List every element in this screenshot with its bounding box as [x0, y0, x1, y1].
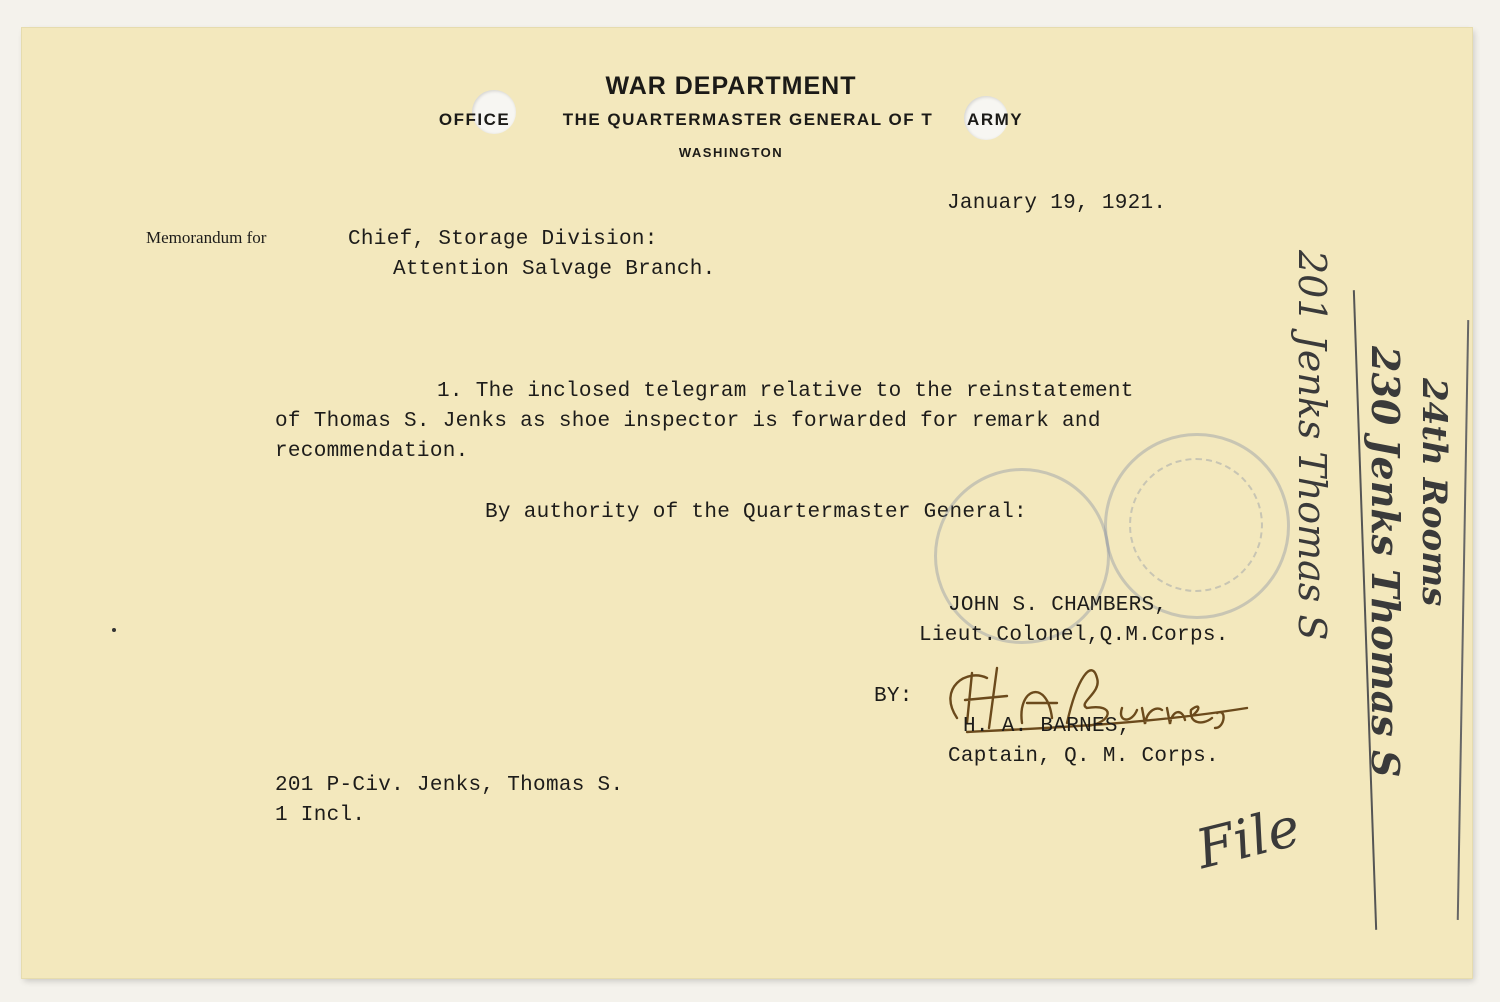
- reference-line-1: 201 P-Civ. Jenks, Thomas S.: [275, 774, 624, 797]
- received-stamp-left: [934, 468, 1110, 644]
- by-label: BY:: [874, 685, 913, 708]
- letterhead-office-middle: THE QUARTERMASTER GENERAL OF T: [562, 110, 934, 129]
- paper-speck: [112, 628, 116, 632]
- memo-sheet: [22, 28, 1472, 978]
- pencil-note-right-2: 230 Jenks Thomas S: [1363, 346, 1408, 778]
- body-line-2: of Thomas S. Jenks as shoe inspector is forwarded for remark and: [275, 410, 1101, 433]
- addressee-line-2: Attention Salvage Branch.: [393, 258, 716, 281]
- letterhead-office-right: ARMY: [967, 110, 1024, 129]
- letterhead-city: WASHINGTON: [678, 145, 784, 160]
- pencil-file-note: File: [1190, 794, 1307, 882]
- countersign-name: H. A. BARNES,: [963, 715, 1131, 738]
- received-stamp-right: [1104, 433, 1290, 619]
- countersign-title: Captain, Q. M. Corps.: [948, 745, 1219, 768]
- pencil-note-right-1: 24th Rooms: [1414, 378, 1454, 607]
- signatory-title: Lieut.Colonel,Q.M.Corps.: [919, 624, 1229, 647]
- stamp-clock-ring: [1129, 458, 1263, 592]
- letterhead-office-left: OFFICE: [438, 110, 511, 129]
- memorandum-label: Memorandum for: [146, 228, 267, 247]
- body-line-3: recommendation.: [275, 440, 469, 463]
- letterhead-office: [22, 110, 1456, 130]
- authority-line: By authority of the Quartermaster General:: [485, 501, 1027, 524]
- pencil-note-left: 201 Jenks Thomas S: [1290, 250, 1334, 641]
- letterhead-title: WAR DEPARTMENT: [605, 72, 857, 100]
- pencil-bracket-line-2: [1457, 320, 1469, 920]
- addressee-line-1: Chief, Storage Division:: [348, 228, 658, 251]
- memo-date: January 19, 1921.: [947, 192, 1167, 215]
- reference-line-2: 1 Incl.: [275, 804, 366, 827]
- signatory-name: JOHN S. CHAMBERS,: [948, 594, 1168, 617]
- body-line-1: 1. The inclosed telegram relative to the reinstatement: [437, 380, 1134, 403]
